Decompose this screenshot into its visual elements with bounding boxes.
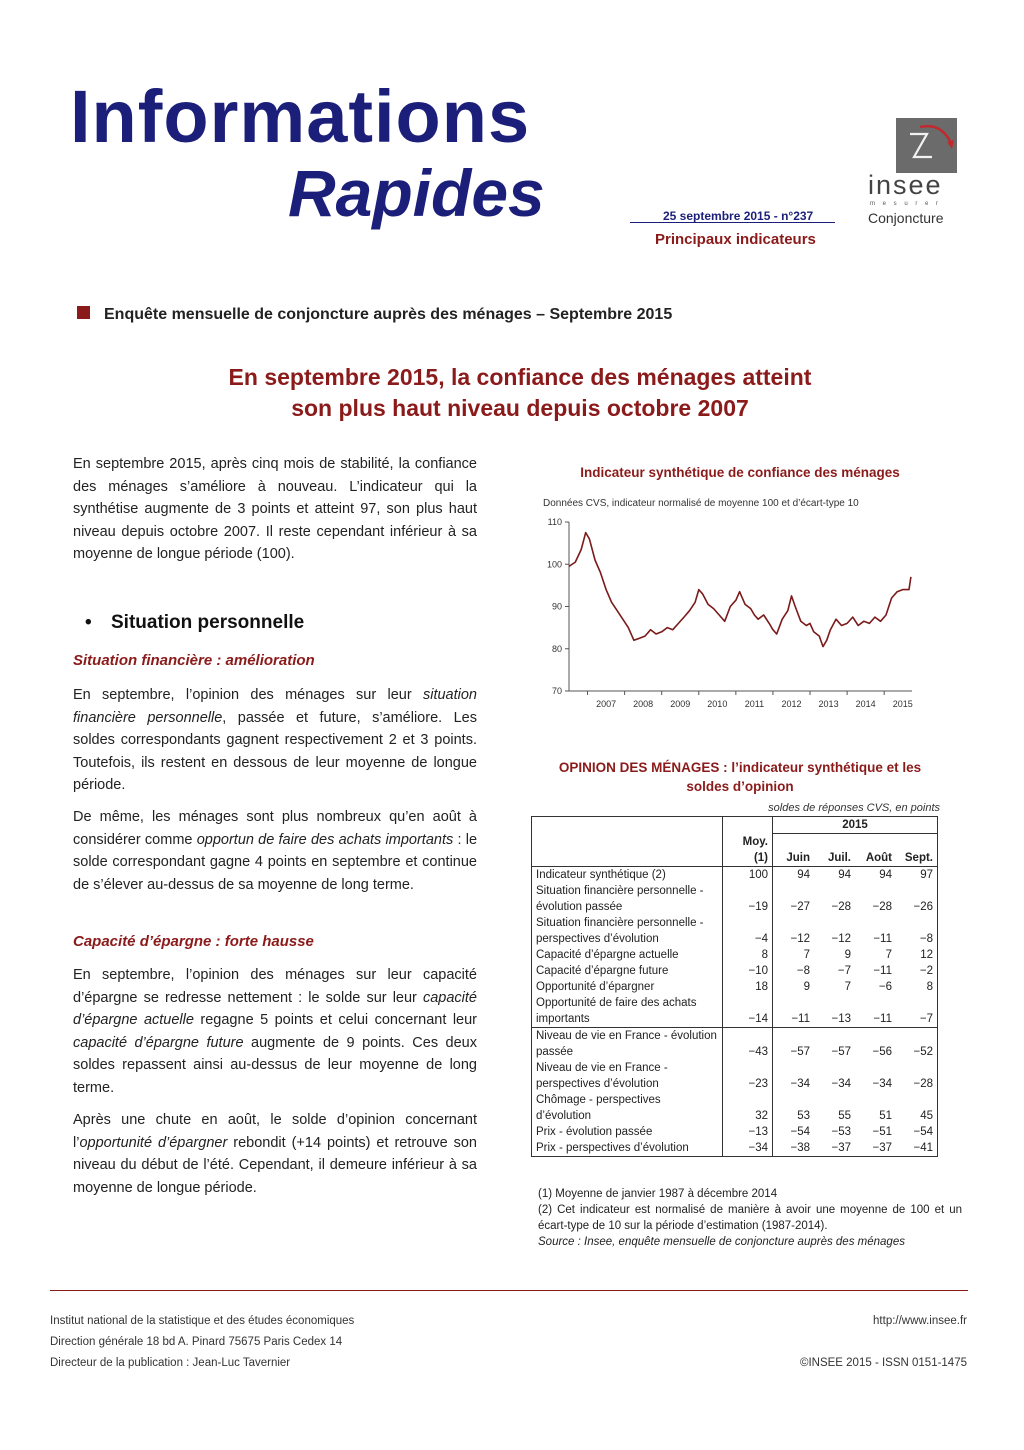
cell-juin: 7: [803, 948, 810, 961]
confidence-series-line: [569, 533, 911, 647]
table-header-cell: [814, 834, 855, 850]
cell-sept: −8: [896, 915, 938, 947]
paragraph-financial: [73, 684, 477, 797]
table-title-line2: soldes d’opinion: [686, 779, 794, 794]
table-header-juil: Juil.: [827, 851, 851, 864]
footer-director: Directeur de la publication : Jean-Luc Tavernier: [50, 1357, 291, 1369]
x-tick-label: 2007: [596, 699, 617, 709]
cell-aout: −34: [872, 1077, 892, 1090]
intro-paragraph: En septembre 2015, après cinq mois de stabilité, la confiance des ménages s’améliore à nouveau. L’indicateur qui la synthétise augmente de 3 points et atteint 97, son plus haut niveau depuis octobre 2007. Il reste cependant inférieur à sa moyenne de longue période (100).: [73, 456, 477, 562]
text-run: De même, les ménages sont plus nombreux qu’en août à considérer comme: [73, 809, 477, 848]
row-label: Niveau de vie en France - perspectives d’évolution: [532, 1060, 723, 1092]
issue-date: 25 septembre 2015 - n°237: [663, 209, 814, 223]
cell-juil: −37: [814, 1140, 855, 1157]
table-header-juin: Juin: [786, 851, 810, 864]
cell-moy: −4: [723, 915, 773, 947]
cell-aout: −28: [872, 900, 892, 913]
cell-moy: −10: [723, 963, 773, 979]
table-header-moy: Moy.: [723, 834, 773, 850]
cell-aout: −11: [873, 932, 892, 945]
headline-line1: En septembre 2015, la confiance des ménages atteint: [228, 364, 812, 390]
cell-juin: −34: [790, 1077, 810, 1090]
row-label: Chômage - perspectives d’évolution: [532, 1092, 723, 1124]
cell-moy: 32: [723, 1092, 773, 1124]
cell-juin: −38: [773, 1140, 815, 1157]
text-run: En septembre, l’opinion des ménages sur leur: [73, 687, 423, 703]
publication-title: Informations: [70, 75, 531, 158]
cell-juil: −13: [831, 1012, 851, 1025]
cell-juin: −54: [790, 1125, 810, 1138]
note-2: (2) Cet indicateur est normalisé de manière à avoir une moyenne de 100 et un écart-type de 10 sur la période d’estimation (1987-2014).: [538, 1204, 962, 1232]
cell-sept: −26: [896, 883, 938, 915]
text-run-italic: capacité d’épargne future: [73, 1034, 244, 1051]
cell-juin: 53: [797, 1109, 810, 1122]
row-label: Capacité d’épargne actuelle: [532, 947, 723, 963]
cell-moy: −34: [723, 1140, 773, 1157]
chart-title: Indicateur synthétique de confiance des ménages: [580, 465, 900, 480]
series-label: Principaux indicateurs: [655, 231, 816, 248]
y-tick-label: 70: [551, 686, 562, 696]
cell-juil: 55: [838, 1109, 851, 1122]
text-run-italic: opportun de faire des achats importants: [196, 831, 454, 848]
text-run: En septembre, l’opinion des ménages sur leur capacité d’épargne se redresse nettement : le solde sur leur: [73, 967, 477, 1006]
cell-juil: −53: [831, 1125, 851, 1138]
footer-url[interactable]: http://www.insee.fr: [873, 1315, 967, 1327]
cell-aout: −11: [873, 1012, 892, 1025]
table-header-cell: [773, 834, 815, 850]
cell-sept: 97: [896, 866, 938, 883]
table-header-sept: Sept.: [896, 850, 938, 867]
y-tick-label: 90: [551, 601, 562, 612]
cell-sept: −54: [896, 1124, 938, 1140]
cell-moy: 100: [723, 866, 773, 883]
cell-juil: −12: [831, 932, 851, 945]
table-header-cell: [896, 834, 938, 850]
cell-aout: −51: [872, 1125, 892, 1138]
row-label: Opportunité de faire des achats importants: [532, 995, 723, 1028]
cell-juin: −8: [796, 964, 810, 977]
survey-title: Enquête mensuelle de conjoncture auprès des ménages – Septembre 2015: [104, 306, 673, 323]
table-row: [532, 947, 938, 963]
section-heading-text: Situation personnelle: [111, 612, 305, 633]
table-row: [532, 1124, 938, 1140]
publication-subtitle: Rapides: [288, 156, 545, 230]
row-label: Situation financière personnelle - perspectives d’évolution: [532, 915, 723, 947]
x-tick-label: 2011: [744, 699, 765, 709]
table-row: [532, 1140, 938, 1157]
cell-moy: −43: [723, 1027, 773, 1060]
cell-sept: −2: [896, 963, 938, 979]
cell-juil: −28: [831, 900, 851, 913]
text-run: : le solde correspondant gagne 4 points en septembre et continue de s’élever au-dessus de sa moyenne de long terme.: [73, 831, 478, 893]
y-tick-label: 80: [551, 643, 562, 654]
cell-juin: −27: [790, 900, 810, 913]
cell-juil: −57: [814, 1027, 855, 1060]
cell-juin: 94: [773, 866, 815, 883]
row-label: Prix - évolution passée: [532, 1124, 723, 1140]
footer-copyright: ©INSEE 2015 - ISSN 0151-1475: [799, 1357, 967, 1369]
y-tick-label: 110: [547, 517, 562, 527]
cell-juil: 7: [844, 980, 851, 993]
cell-sept: 8: [896, 979, 938, 995]
table-header-row: [532, 817, 938, 834]
cell-aout: −6: [878, 980, 892, 993]
x-tick-label: 2009: [670, 699, 691, 709]
table-row: [532, 866, 938, 883]
x-tick-label: 2010: [707, 699, 728, 709]
table-row: [532, 1027, 938, 1060]
cell-moy: −14: [723, 995, 773, 1028]
table-header-cell: [723, 817, 773, 834]
text-run: augmente de 9 points. Ces deux soldes repassent ainsi au-dessus de leur moyenne de long terme.: [73, 1034, 477, 1096]
paragraph-opportunity: [73, 1109, 477, 1199]
text-run: rebondit (+14 points) et retrouve son niveau du début de l’été. Cependant, il demeure inférieur à sa moyenne de longue période.: [73, 1134, 477, 1196]
row-label: Situation financière personnelle - évolution passée: [532, 883, 723, 915]
text-run: Après une chute en août, le solde d’opinion concernant l’: [73, 1112, 477, 1151]
insee-logo-icon: [896, 118, 957, 173]
cell-juil: 9: [844, 948, 851, 961]
subheading-savings: Capacité d’épargne : forte hausse: [73, 933, 314, 950]
confidence-line-chart: [535, 512, 920, 717]
bullet-icon: •: [85, 612, 92, 633]
table-header-aout: Août: [865, 851, 892, 864]
cell-sept: −41: [896, 1140, 938, 1157]
table-corner: [532, 817, 723, 867]
table-row: [532, 1060, 938, 1092]
cell-sept: 45: [896, 1092, 938, 1124]
table-source: Source : Insee, enquête mensuelle de conjoncture auprès des ménages: [538, 1236, 905, 1248]
headline: [120, 362, 920, 424]
subheading-financial: Situation financière : amélioration: [73, 652, 315, 669]
chart-subtitle: Données CVS, indicateur normalisé de moyenne 100 et d’écart-type 10: [543, 498, 859, 509]
x-tick-label: 2015: [892, 699, 913, 709]
cell-aout: 94: [855, 866, 896, 883]
table-unit: soldes de réponses CVS, en points: [768, 802, 940, 814]
cell-moy: 8: [723, 947, 773, 963]
table-header-moy-note: (1): [723, 850, 773, 867]
logo-wordmark: insee: [868, 170, 943, 200]
cell-juil: −7: [837, 964, 851, 977]
row-label: Capacité d’épargne future: [532, 963, 723, 979]
text-run-italic: opportunité d’épargner: [79, 1134, 228, 1151]
table-row: [532, 883, 938, 915]
text-run: , passée et future, s’améliore. Les soldes correspondants gagnent respectivement 2 et 3 points. Toutefois, ils restent en dessous de leur moyenne de longue période.: [73, 709, 477, 793]
opinion-table: [531, 816, 938, 1157]
footer-institute: Institut national de la statistique et des études économiques: [50, 1315, 355, 1327]
row-label: Niveau de vie en France - évolution passée: [532, 1027, 723, 1060]
table-row: [532, 979, 938, 995]
text-run-italic: situation financière personnelle: [73, 687, 477, 726]
headline-line2: son plus haut niveau depuis octobre 2007: [291, 395, 749, 421]
cell-juil: 94: [814, 866, 855, 883]
y-tick-label: 100: [546, 559, 562, 570]
logo-tagline: m e s u r e r: [870, 201, 942, 207]
cell-juil: −34: [831, 1077, 851, 1090]
cell-aout: −56: [855, 1027, 896, 1060]
logo-conjoncture: Conjoncture: [868, 210, 944, 226]
table-row: [532, 995, 938, 1028]
cell-aout: −37: [855, 1140, 896, 1157]
table-header-cell: [855, 834, 896, 850]
cell-moy: 18: [723, 979, 773, 995]
text-run-italic: capacité d’épargne actuelle: [73, 989, 477, 1028]
row-label: Prix - perspectives d’évolution: [532, 1140, 723, 1157]
table-header-year: 2015: [773, 817, 938, 834]
x-tick-label: 2012: [781, 699, 802, 709]
cell-juin: −11: [791, 1012, 810, 1025]
footer-rule: [50, 1290, 968, 1291]
text-run: regagne 5 points et celui concernant leur: [193, 1012, 477, 1028]
paragraph-purchases: [73, 806, 477, 896]
table-title-line1: OPINION DES MÉNAGES : l’indicateur synthétique et les: [558, 760, 922, 775]
footer-address: Direction générale 18 bd A. Pinard 75675 Paris Cedex 14: [50, 1336, 343, 1348]
section-heading: [85, 612, 304, 634]
cell-sept: −28: [896, 1060, 938, 1092]
cell-aout: 7: [885, 948, 892, 961]
x-tick-label: 2013: [818, 699, 839, 709]
paragraph-savings: [73, 964, 477, 1099]
cell-juin: 9: [803, 980, 810, 993]
row-label: Indicateur synthétique (2): [532, 866, 723, 883]
cell-sept: −7: [896, 995, 938, 1028]
note-1: (1) Moyenne de janvier 1987 à décembre 2014: [538, 1188, 778, 1200]
table-row: [532, 1092, 938, 1124]
cell-sept: 12: [896, 947, 938, 963]
cell-moy: −19: [723, 883, 773, 915]
x-tick-label: 2014: [855, 699, 876, 709]
table-title: [530, 758, 950, 796]
row-label: Opportunité d’épargner: [532, 979, 723, 995]
cell-moy: −13: [723, 1124, 773, 1140]
cell-sept: −52: [896, 1027, 938, 1060]
cell-juin: −12: [790, 932, 810, 945]
cell-juin: −57: [773, 1027, 815, 1060]
table-row: [532, 915, 938, 947]
cell-aout: 51: [879, 1109, 892, 1122]
cell-aout: −11: [873, 964, 892, 977]
x-tick-label: 2008: [633, 699, 654, 709]
cell-moy: −23: [723, 1060, 773, 1092]
square-bullet-icon: [77, 306, 90, 319]
table-notes: [538, 1186, 962, 1250]
table-row: [532, 963, 938, 979]
